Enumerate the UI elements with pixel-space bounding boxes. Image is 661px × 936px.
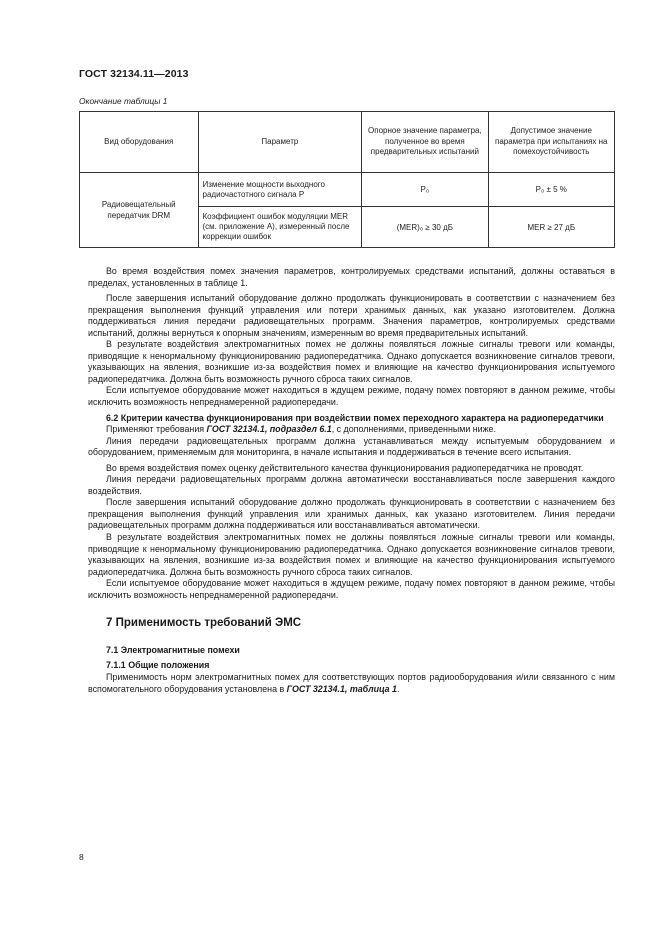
- reference-cell: P₀: [362, 173, 488, 207]
- paragraph: Если испытуемое оборудование может находиться в ждущем режиме, подачу помех повторяют в данном режиме, чтобы исключить возможность непреднамеренной радиопередачи.: [88, 578, 615, 600]
- paragraph: [88, 672, 615, 695]
- document-body: [88, 266, 615, 695]
- paragraph: В результате воздействия электромагнитных помех не должны появляться ложные сигналы тревоги или команды, приводящие к ненормальному функционированию радиопередатчика. Однако допускается возникновение сигналов тревоги, указывающих на явления, возникшие из-за воздействия помех и влияющие на качество функционирования испытуемого радиопередатчика. Должна быть возможность ручного сброса таких сигналов.: [88, 339, 615, 384]
- section-heading-6-2: 6.2 Критерии качества функционирования при воздействии помех переходного характера на радиопередатчики: [106, 412, 604, 423]
- standard-reference: ГОСТ 32134.1, подраздел 6.1: [206, 424, 332, 435]
- reference-cell: (MER)₀ ≥ 30 дБ: [362, 207, 488, 248]
- paragraph: После завершения испытаний оборудование должно продолжать функционировать в соответствии с назначением без прекращения выполнения функций управления или хранимых данных, как указано изготовителем. Линия передачи радиовещательных программ должна поддерживаться или восстанавливаться автоматически.: [88, 497, 615, 531]
- header-parameter: Параметр: [198, 112, 362, 173]
- paragraph: Линия передачи радиовещательных программ должна устанавливаться между испытуемым оборудованием и оборудованием, применяемым для мониторинга, в начале испытания и поддерживаться в течение всего испытания.: [88, 435, 615, 458]
- paragraph: В результате воздействия электромагнитных помех не должны появляться ложные сигналы тревоги или команды, приводящие к ненормальному функционированию радиопередатчика. Однако допускается возникновение сигналов тревоги, указывающих на явления, возникшие из-за воздействия помех и влияющие на качество функционирования испытуемого радиопередатчика. Должна быть возможность ручного сброса таких сигналов.: [88, 532, 615, 577]
- parameter-cell: Изменение мощности выходного радиочастотного сигнала P: [198, 173, 362, 207]
- section-heading-7: 7 Применимость требований ЭМС: [106, 617, 302, 630]
- parameters-table: [79, 111, 615, 248]
- paragraph: Во время воздействия помех оценку действительного качества функционирования радиопередатчика не проводят.: [106, 462, 584, 473]
- table-row: [80, 173, 615, 207]
- document-header: ГОСТ 32134.11—2013: [79, 68, 189, 80]
- paragraph: Линия передачи радиовещательных программ должна автоматически восстанавливаться после завершения каждого воздействия.: [88, 474, 615, 496]
- table-header-row: [80, 112, 615, 173]
- text-span: .: [396, 683, 400, 694]
- parameter-cell: Коэффициент ошибок модуляции MER (см. приложение А), измеренный после коррекции ошибок: [198, 207, 362, 248]
- paragraph: [88, 424, 615, 436]
- header-equipment: Вид оборудования: [80, 112, 199, 173]
- section-heading-7-1-1: 7.1.1 Общие положения: [106, 660, 210, 671]
- text-span: Применяют требования: [106, 424, 207, 435]
- allowed-cell: MER ≥ 27 дБ: [488, 207, 614, 248]
- paragraph: Если испытуемое оборудование может находиться в ждущем режиме, подачу помех повторяют в данном режиме, чтобы исключить возможность непреднамеренной радиопередачи.: [88, 385, 615, 408]
- header-reference: Опорное значение параметра, полученное во время предварительных испытаний: [362, 112, 488, 173]
- header-allowed: Допустимое значение параметра при испытаниях на помехоустойчивость: [488, 112, 614, 173]
- paragraph: После завершения испытаний оборудование должно продолжать функционировать в соответствии с назначением без прекращения выполнения функций управления или потери хранимых данных, как указано изготовителем. Должна поддерживаться линия передачи радиовещательных программ. Значения параметров, контролируемых средствами испытаний, должны вернуться к опорным значениям, измеренным во время предварительных испытаний.: [88, 293, 615, 338]
- standard-reference: ГОСТ 32134.1, таблица 1: [286, 683, 397, 694]
- page-number: 8: [79, 852, 84, 862]
- section-heading-7-1: 7.1 Электромагнитные помехи: [106, 644, 240, 655]
- equipment-cell: Радиовещательный передатчик DRM: [80, 173, 199, 248]
- text-span: , с дополнениями, приведенными ниже.: [331, 424, 496, 435]
- allowed-cell: P₀ ± 5 %: [488, 173, 614, 207]
- table-caption: Окончание таблицы 1: [79, 96, 168, 106]
- text-span: Применимость норм электромагнитных помех для соответствующих портов радиооборудования и/или связанного с ним вспомогательного оборудования установлена в: [88, 671, 615, 694]
- paragraph: Во время воздействия помех значения параметров, контролируемых средствами испытаний, должны оставаться в пределах, установленных в таблице 1.: [88, 266, 615, 288]
